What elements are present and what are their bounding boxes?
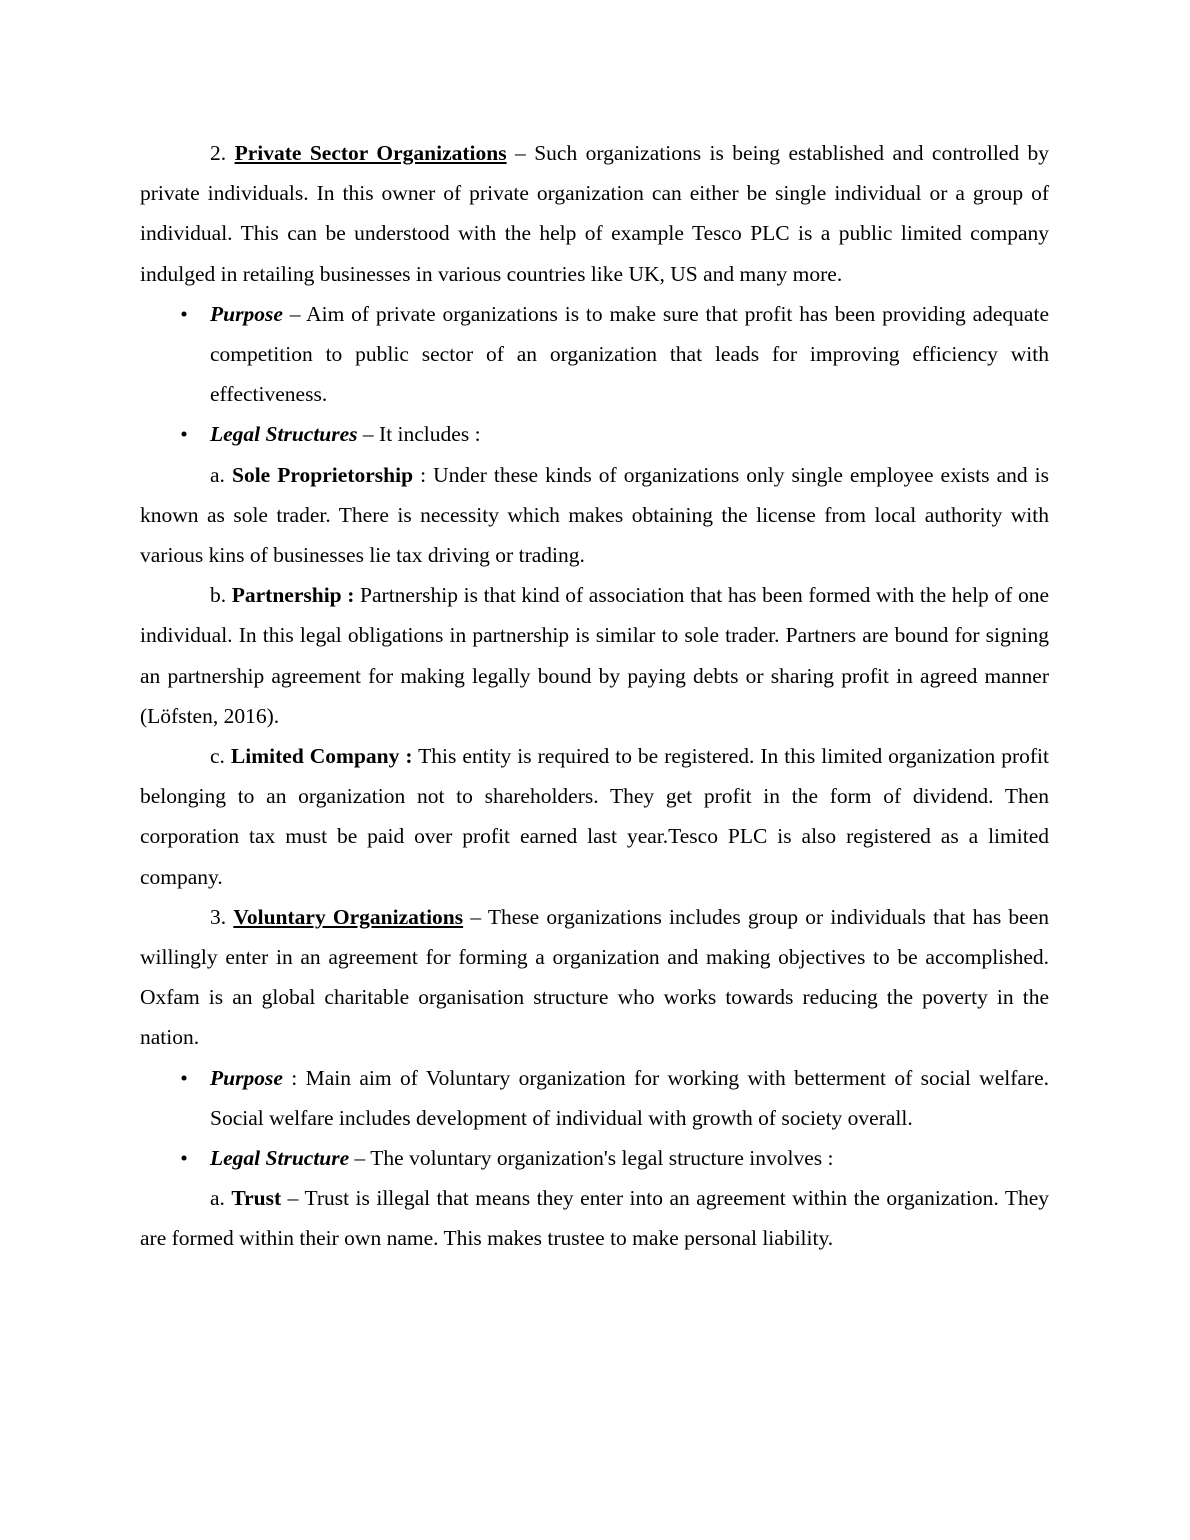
private-purpose-text: – Aim of private organizations is to make sure that profit has been providing adequate competition to public sector of an organization that leads for improving efficiency with effectiveness. <box>210 301 1049 407</box>
item-letter: a. <box>210 1186 225 1211</box>
voluntary-purpose-text: : Main aim of Voluntary organization for working with betterment of social welfare. Social welfare includes development of individual with growth of society overall. <box>210 1065 1050 1130</box>
item-letter: c. <box>210 744 225 769</box>
private-sector-heading: Private Sector Organizations <box>234 141 507 165</box>
voluntary-paragraph <box>140 897 1049 1058</box>
voluntary-legal-label: Legal Structure <box>210 1146 350 1171</box>
private-legal-bullet <box>140 414 1049 454</box>
trust-label: Trust <box>231 1186 282 1211</box>
partnership-text: Partnership is that kind of association that has been formed with the help of one individual. In this legal obligations in partnership is similar to sole trader. Partners are bound for signing an partnership agreement for making legally bound by paying debts or sharing profit in agreed manner (Löfsten, 2016). <box>140 583 1049 728</box>
voluntary-purpose-label: Purpose <box>210 1065 283 1090</box>
partnership-label: Partnership : <box>231 583 355 608</box>
bullet-icon: • <box>180 422 188 447</box>
private-sector-paragraph <box>140 133 1049 294</box>
section-number: 3. <box>210 904 227 929</box>
document-page <box>140 133 1049 1259</box>
bullet-icon: • <box>180 301 188 326</box>
private-sector-text: – Such organizations is being established and controlled by private individuals. In this owner of private organization can either be single individual or a group of individual. This can be understood with the help of example Tesco PLC is a public limited company indulged in retailing businesses in various countries like UK, US and many more. <box>140 141 1050 286</box>
private-purpose-label: Purpose <box>210 301 283 326</box>
sole-proprietorship-paragraph <box>140 455 1049 576</box>
limited-company-label: Limited Company : <box>230 744 413 769</box>
sole-proprietorship-label: Sole Proprietorship <box>231 462 414 487</box>
section-number: 2. <box>210 141 227 165</box>
private-purpose-bullet <box>140 294 1049 415</box>
partnership-paragraph <box>140 575 1049 736</box>
sole-proprietorship-text: : Under these kinds of organizations only single employee exists and is known as sole trader. There is necessity which makes obtaining the license from local authority with various kins of businesses lie tax driving or trading. <box>140 462 1050 568</box>
trust-paragraph <box>140 1178 1049 1258</box>
voluntary-legal-bullet <box>140 1138 1049 1178</box>
trust-text: – Trust is illegal that means they enter into an agreement within the organization. They are formed within their own name. This makes trustee to make personal liability. <box>140 1186 1050 1251</box>
voluntary-text: – These organizations includes group or individuals that has been willingly enter in an agreement for forming a organization and making objectives to be accomplished. Oxfam is an global charitable organisation structure who works towards reducing the poverty in the nation. <box>140 904 1050 1050</box>
voluntary-purpose-bullet <box>140 1058 1049 1138</box>
bullet-icon: • <box>180 1146 188 1171</box>
bullet-icon: • <box>180 1065 188 1090</box>
item-letter: b. <box>210 583 227 608</box>
voluntary-heading: Voluntary Organizations <box>233 904 464 929</box>
private-legal-label: Legal Structures <box>210 422 358 447</box>
private-legal-text: – It includes : <box>362 422 481 447</box>
voluntary-legal-text: – The voluntary organization's legal structure involves : <box>354 1146 834 1171</box>
limited-company-paragraph <box>140 736 1049 897</box>
item-letter: a. <box>210 462 225 487</box>
limited-company-text: This entity is required to be registered. In this limited organization profit belonging to an organization not to shareholders. They get profit in the form of dividend. Then corporation tax must be paid over profit earned last year.Tesco PLC is also registered as a limited company. <box>140 744 1050 889</box>
